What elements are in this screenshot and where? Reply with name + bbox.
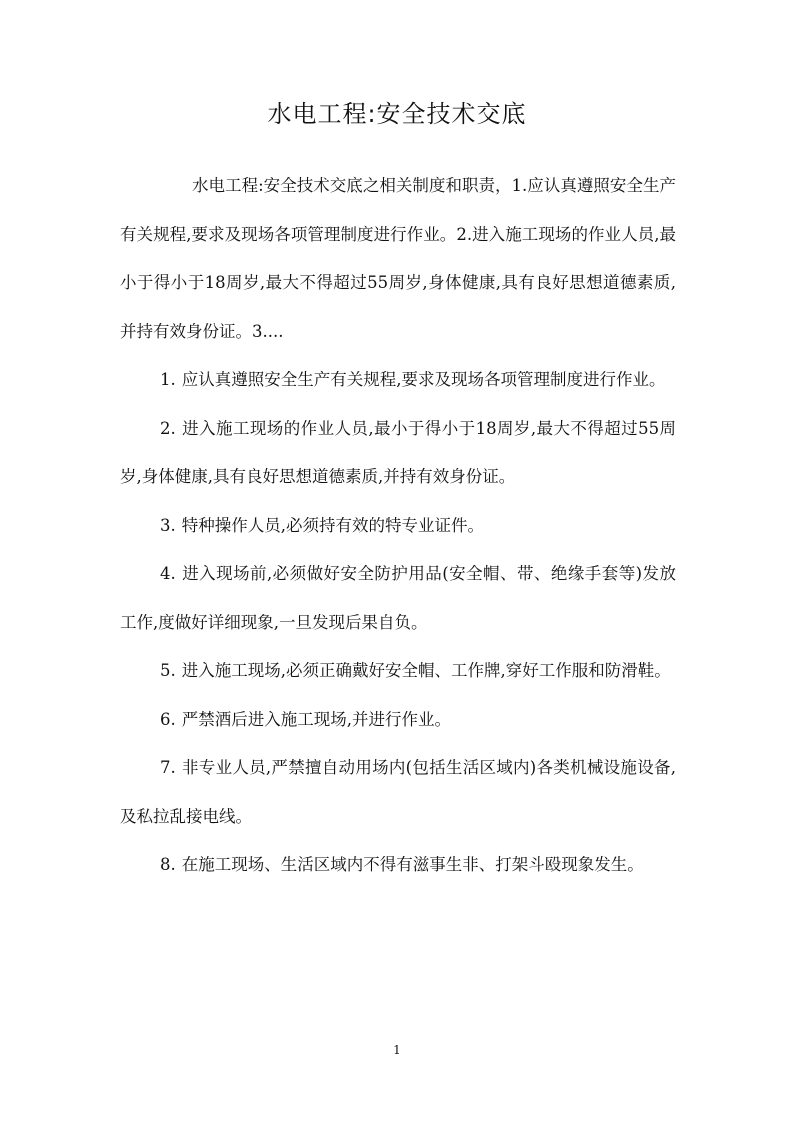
item-text: 进入施工现场,必须正确戴好安全帽、工作牌,穿好工作服和防滑鞋。 bbox=[181, 661, 671, 680]
item-number: 1. bbox=[160, 370, 176, 389]
item-text: 非专业人员,严禁擅自动用场内(包括生活区域内)各类机械设施设备,及私拉乱接电线。 bbox=[120, 758, 676, 826]
item-number: 5. bbox=[160, 661, 176, 680]
page-number: 1 bbox=[393, 1043, 401, 1057]
intro-paragraph: 水电工程:安全技术交底之相关制度和职责，1.应认真遵照安全生产有关规程,要求及现场各项管理制度进行作业。2.进入施工现场的作业人员,最小于得小于18周岁,最大不得超过55周岁,身体健康,具有良好思想道德素质,并持有效身份证。3.... bbox=[120, 176, 676, 341]
item-text: 应认真遵照安全生产有关规程,要求及现场各项管理制度进行作业。 bbox=[181, 370, 666, 389]
item-text: 特种操作人员,必须持有效的特专业证件。 bbox=[181, 515, 484, 535]
item-text: 严禁酒后进入施工现场,并进行作业。 bbox=[181, 709, 451, 729]
item-number: 2. bbox=[160, 418, 176, 438]
item-number: 8. bbox=[160, 855, 176, 874]
item-number: 3. bbox=[160, 515, 176, 535]
list-item bbox=[120, 502, 676, 551]
list-item bbox=[120, 841, 676, 890]
list-item bbox=[120, 405, 676, 502]
item-text: 进入现场前,必须做好安全防护用品(安全帽、带、绝缘手套等)发放工作,度做好详细现象,一旦发现后果自负。 bbox=[120, 564, 676, 632]
item-text: 进入施工现场的作业人员,最小于得小于18周岁,最大不得超过55周岁,身体健康,具有良好思想道德素质,并持有效身份证。 bbox=[120, 418, 676, 486]
list-item bbox=[120, 550, 676, 647]
list-item bbox=[120, 696, 676, 745]
item-number: 6. bbox=[160, 709, 176, 729]
list-item bbox=[120, 647, 676, 696]
document-body bbox=[120, 162, 676, 890]
item-number: 7. bbox=[160, 758, 176, 777]
item-number: 4. bbox=[160, 564, 176, 583]
list-item bbox=[120, 744, 676, 841]
page-title: 水电工程:安全技术交底 bbox=[267, 100, 527, 128]
item-text: 在施工现场、生活区域内不得有滋事生非、打架斗殴现象发生。 bbox=[181, 855, 644, 874]
list-item bbox=[120, 356, 676, 405]
